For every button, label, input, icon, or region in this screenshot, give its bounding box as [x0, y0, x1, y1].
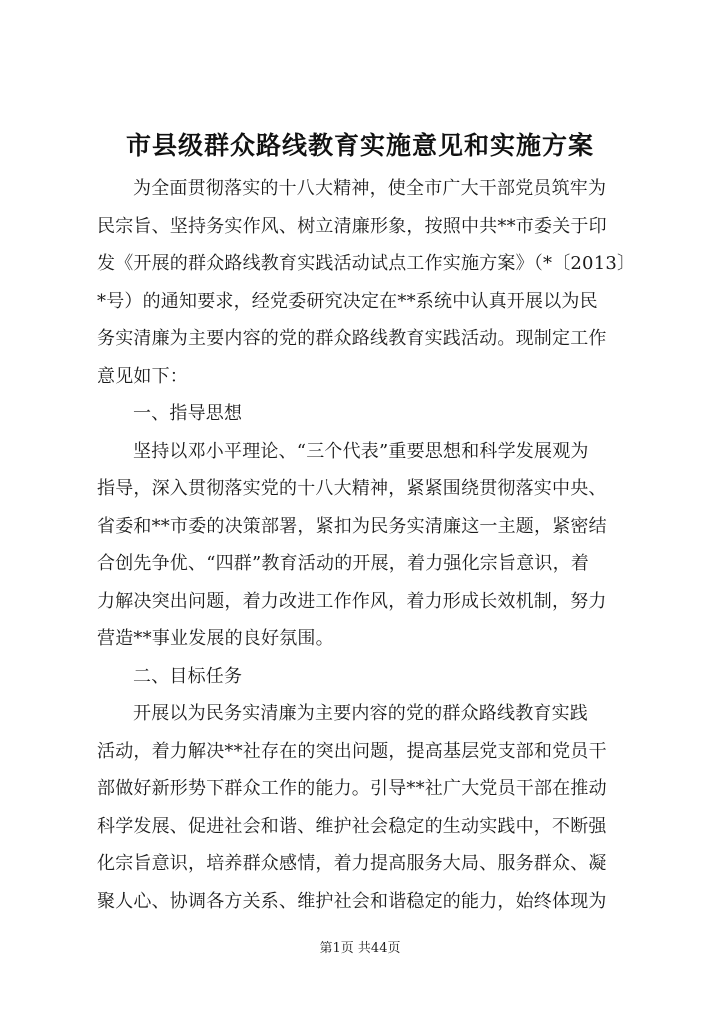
- text-line: 省委和**市委的决策部署，紧扣为民务实清廉这一主题，紧密结: [97, 515, 607, 537]
- text-line: 指导，深入贯彻落实党的十八大精神，紧紧围绕贯彻落实中央、: [97, 478, 607, 499]
- text-line: 民宗旨、坚持务实作风、树立清廉形象，按照中共**市委关于印: [97, 215, 607, 237]
- text-line: 科学发展、促进社会和谐、维护社会稳定的生动实践中，不断强: [97, 815, 607, 837]
- text-line: 务实清廉为主要内容的党的群众路线教育实践活动。现制定工作: [97, 328, 607, 349]
- text-line: 发《开展的群众路线教育实践活动试点工作实施方案》（*〔2013〕: [97, 253, 636, 274]
- text-line: 聚人心、协调各方关系、维护社会和谐稳定的能力，始终体现为: [97, 890, 607, 912]
- page-title: 市县级群众路线教育实施意见和实施方案: [125, 131, 594, 160]
- text-line: 力解决突出问题，着力改进工作作风，着力形成长效机制，努力: [97, 590, 607, 612]
- page-footer: 第1页 共44页: [319, 941, 401, 956]
- text-line: 化宗旨意识，培养群众感情，着力提高服务大局、服务群众、凝: [97, 853, 607, 874]
- text-line: 营造**事业发展的良好氛围。: [97, 628, 334, 649]
- text-line: 一、指导思想: [133, 403, 243, 424]
- text-line: 部做好新形势下群众工作的能力。引导**社广大党员干部在推动: [97, 778, 607, 799]
- text-line: *号）的通知要求，经党委研究决定在**系统中认真开展以为民: [97, 290, 598, 312]
- text-line: 二、目标任务: [133, 665, 243, 687]
- text-line: 活动，着力解决**社存在的突出问题，提高基层党支部和党员干: [97, 740, 607, 762]
- text-line: 意见如下：: [97, 365, 188, 387]
- document-body: [97, 170, 637, 920]
- text-line: 开展以为民务实清廉为主要内容的党的群众路线教育实践: [133, 703, 588, 724]
- text-line: 合创先争优、“四群”教育活动的开展，着力强化宗旨意识，着: [97, 553, 590, 574]
- text-line: 为全面贯彻落实的十八大精神，使全市广大干部党员筑牢为: [133, 178, 607, 199]
- text-line: 坚持以邓小平理论、“三个代表”重要思想和科学发展观为: [133, 440, 589, 462]
